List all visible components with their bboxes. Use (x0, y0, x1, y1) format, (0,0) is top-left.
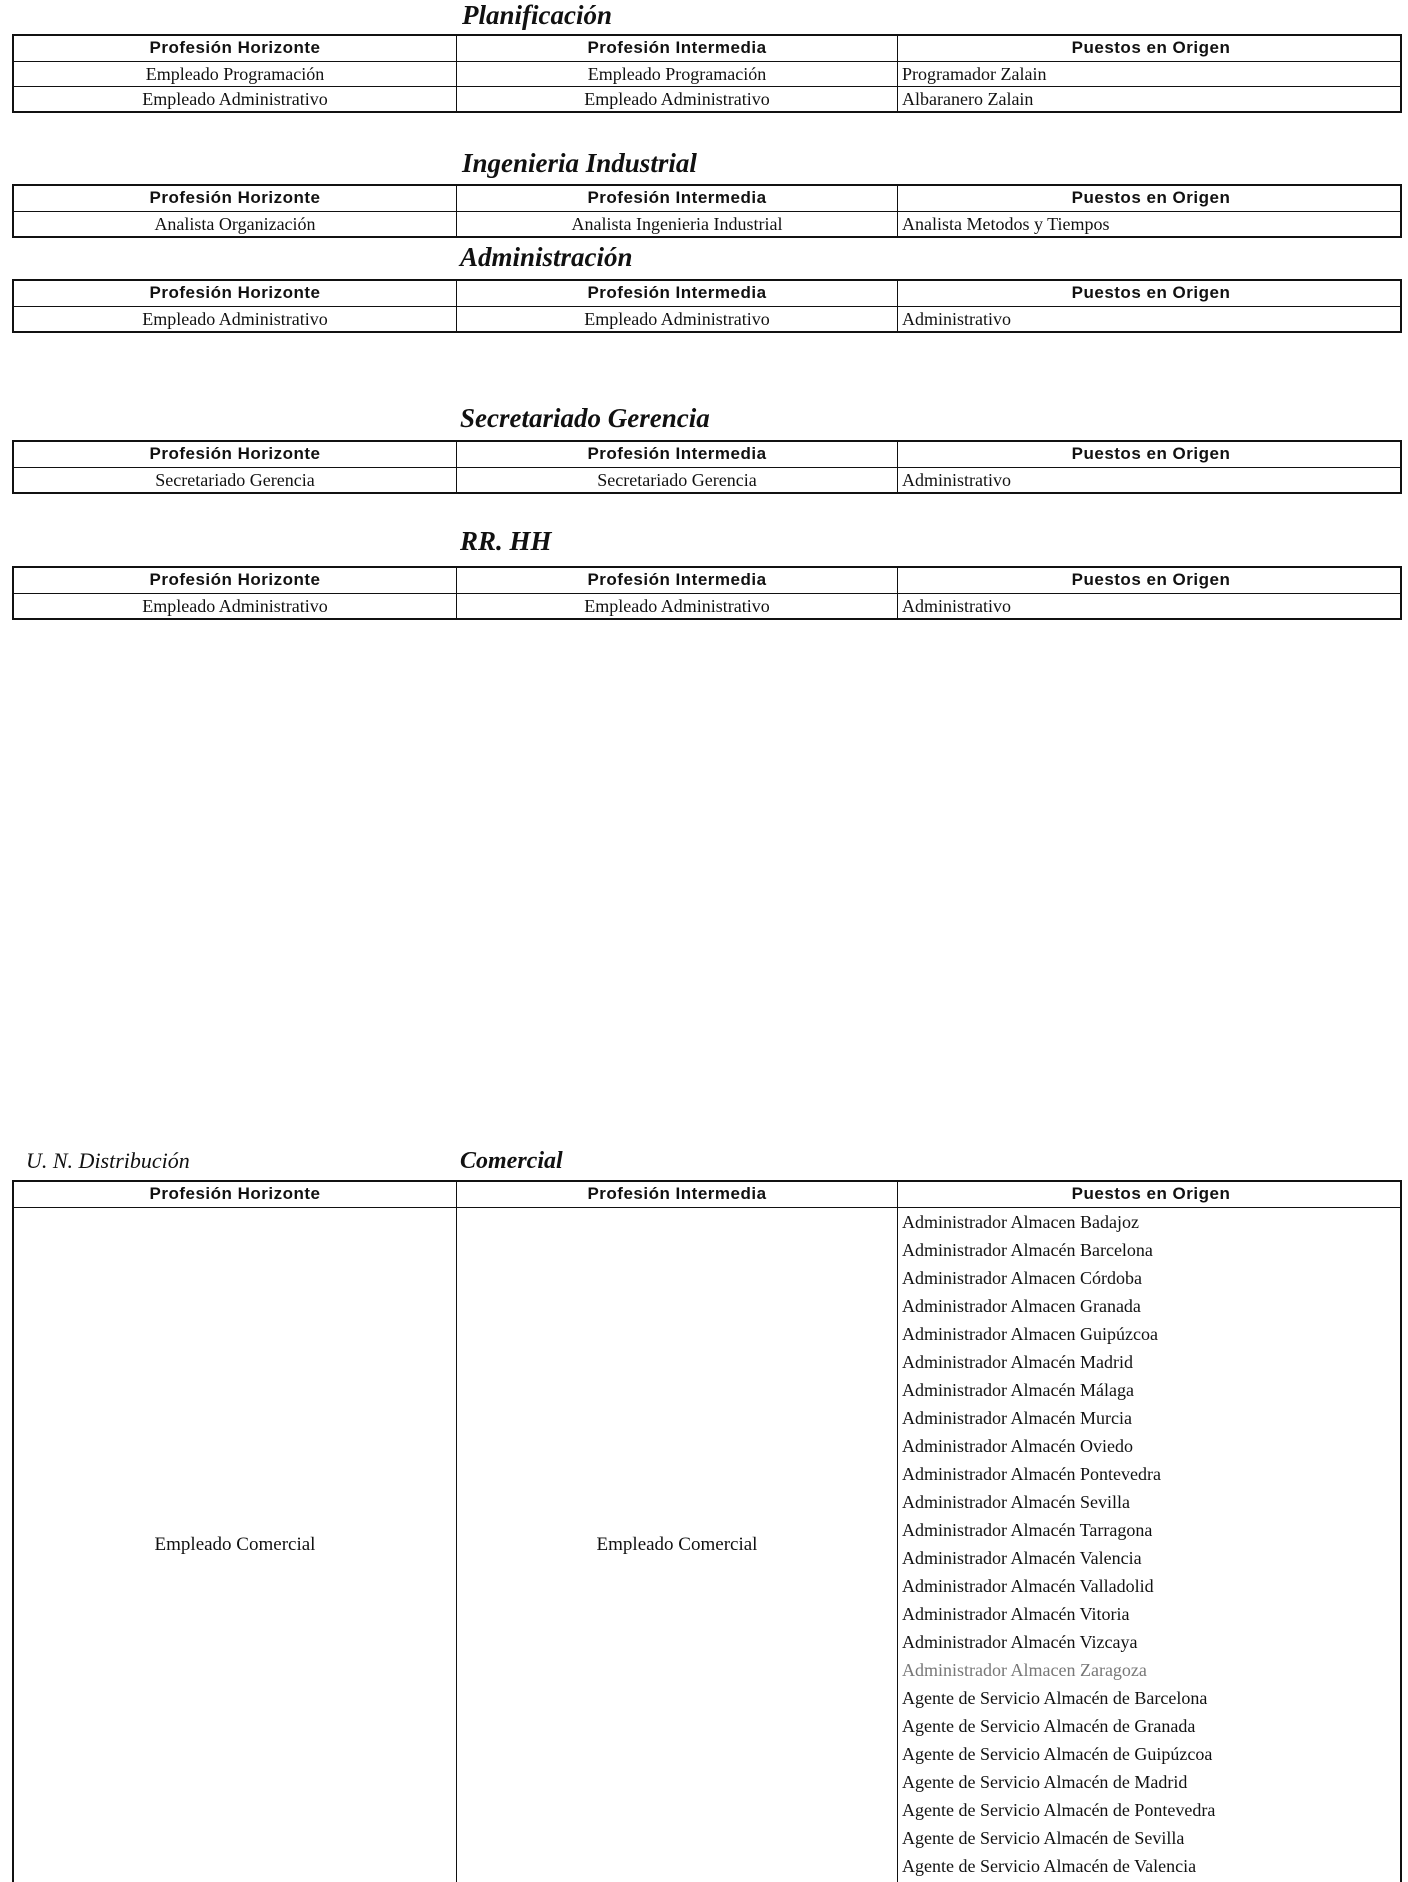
list-item: Agente de Servicio Almacén de Valencia (902, 1856, 1197, 1876)
list-item: Administrador Almacen Guipúzcoa (902, 1324, 1158, 1344)
list-item: Agente de Servicio Almacén de Sevilla (902, 1828, 1185, 1848)
header-horizonte: Profesión Horizonte (14, 186, 457, 211)
table-rrhh (12, 566, 1402, 620)
cell-origen: Administrativo (902, 596, 1011, 616)
cell-intermedia: Analista Ingenieria Industrial (457, 212, 898, 236)
table-row (14, 86, 1400, 111)
table-header (14, 568, 1400, 593)
table-header (14, 281, 1400, 306)
list-item: Agente de Servicio Almacén de Guipúzcoa (902, 1744, 1213, 1764)
cell-intermedia: Empleado Comercial (457, 1208, 898, 1882)
header-origen: Puestos en Origen (1071, 283, 1231, 302)
list-item: Administrador Almacén Málaga (902, 1380, 1134, 1400)
list-item: Agente de Servicio Almacén de Madrid (902, 1772, 1188, 1792)
header-horizonte: Profesión Horizonte (14, 36, 457, 61)
section-title-administracion: Administración (460, 242, 633, 272)
cell-horizonte: Empleado Administrativo (14, 307, 457, 331)
list-item: Administrador Almacén Valladolid (902, 1576, 1154, 1596)
list-item: Administrador Almacén Sevilla (902, 1492, 1130, 1512)
section-title-comercial: Comercial (460, 1148, 563, 1174)
table-row (14, 306, 1400, 331)
list-item: Administrador Almacén Madrid (902, 1352, 1133, 1372)
cell-intermedia: Empleado Programación (457, 62, 898, 86)
cell-intermedia: Empleado Administrativo (457, 87, 898, 111)
cell-horizonte: Empleado Programación (14, 62, 457, 86)
list-item: Administrador Almacén Pontevedra (902, 1464, 1161, 1484)
cell-origen: Programador Zalain (902, 64, 1047, 84)
table-row (14, 593, 1400, 618)
list-item: Administrador Almacén Valencia (902, 1548, 1142, 1568)
header-origen: Puestos en Origen (1071, 1184, 1231, 1203)
header-intermedia: Profesión Intermedia (457, 442, 898, 467)
list-item: Administrador Almacen Córdoba (902, 1268, 1142, 1288)
table-ingenieria (12, 184, 1402, 238)
section-title-ingenieria: Ingenieria Industrial (462, 148, 697, 178)
header-intermedia: Profesión Intermedia (457, 36, 898, 61)
header-intermedia: Profesión Intermedia (457, 1182, 898, 1207)
table-header (14, 36, 1400, 61)
header-horizonte: Profesión Horizonte (14, 281, 457, 306)
header-horizonte: Profesión Horizonte (14, 442, 457, 467)
list-item: Agente de Servicio Almacén de Pontevedra (902, 1800, 1216, 1820)
header-intermedia: Profesión Intermedia (457, 186, 898, 211)
cell-origen: Albaranero Zalain (902, 89, 1034, 109)
table-body (14, 1208, 1400, 1882)
unit-label: U. N. Distribución (26, 1148, 190, 1173)
list-item: Administrador Almacen Badajoz (902, 1212, 1139, 1232)
cell-horizonte: Analista Organización (14, 212, 457, 236)
cell-intermedia: Empleado Administrativo (457, 307, 898, 331)
list-item: Administrador Almacén Vizcaya (902, 1632, 1138, 1652)
table-row (14, 61, 1400, 86)
list-item: Administrador Almacen Zaragoza (902, 1660, 1147, 1680)
table-comercial (12, 1180, 1402, 1882)
table-header (14, 442, 1400, 467)
section-title-secretariado: Secretariado Gerencia (460, 403, 710, 433)
cell-origen: Administrativo (902, 470, 1011, 490)
header-intermedia: Profesión Intermedia (457, 568, 898, 593)
list-item: Administrador Almacén Oviedo (902, 1436, 1133, 1456)
list-item: Administrador Almacén Barcelona (902, 1240, 1153, 1260)
header-intermedia: Profesión Intermedia (457, 281, 898, 306)
cell-intermedia: Empleado Administrativo (457, 594, 898, 618)
origen-list (898, 1208, 1400, 1882)
cell-horizonte: Empleado Comercial (14, 1208, 457, 1882)
table-planificacion (12, 34, 1402, 113)
table-administracion (12, 279, 1402, 333)
table-row (14, 467, 1400, 492)
header-origen: Puestos en Origen (1071, 444, 1231, 463)
cell-horizonte: Empleado Administrativo (14, 594, 457, 618)
header-origen: Puestos en Origen (1071, 38, 1231, 57)
list-item: Administrador Almacén Vitoria (902, 1604, 1130, 1624)
list-item: Agente de Servicio Almacén de Barcelona (902, 1688, 1208, 1708)
cell-origen: Administrativo (902, 309, 1011, 329)
list-item: Administrador Almacén Murcia (902, 1408, 1132, 1428)
header-horizonte: Profesión Horizonte (14, 1182, 457, 1207)
table-header (14, 186, 1400, 211)
cell-horizonte: Secretariado Gerencia (14, 468, 457, 492)
cell-horizonte: Empleado Administrativo (14, 87, 457, 111)
list-item: Agente de Servicio Almacén de Granada (902, 1716, 1196, 1736)
table-header (14, 1182, 1400, 1208)
table-secretariado (12, 440, 1402, 494)
header-origen: Puestos en Origen (1071, 570, 1231, 589)
list-item: Administrador Almacen Granada (902, 1296, 1141, 1316)
section-title-planificacion: Planificación (462, 0, 612, 30)
table-row (14, 211, 1400, 236)
section-title-rrhh: RR. HH (460, 526, 552, 556)
header-horizonte: Profesión Horizonte (14, 568, 457, 593)
cell-intermedia: Secretariado Gerencia (457, 468, 898, 492)
list-item: Administrador Almacén Tarragona (902, 1520, 1153, 1540)
header-origen: Puestos en Origen (1071, 188, 1231, 207)
cell-origen: Analista Metodos y Tiempos (902, 214, 1110, 234)
